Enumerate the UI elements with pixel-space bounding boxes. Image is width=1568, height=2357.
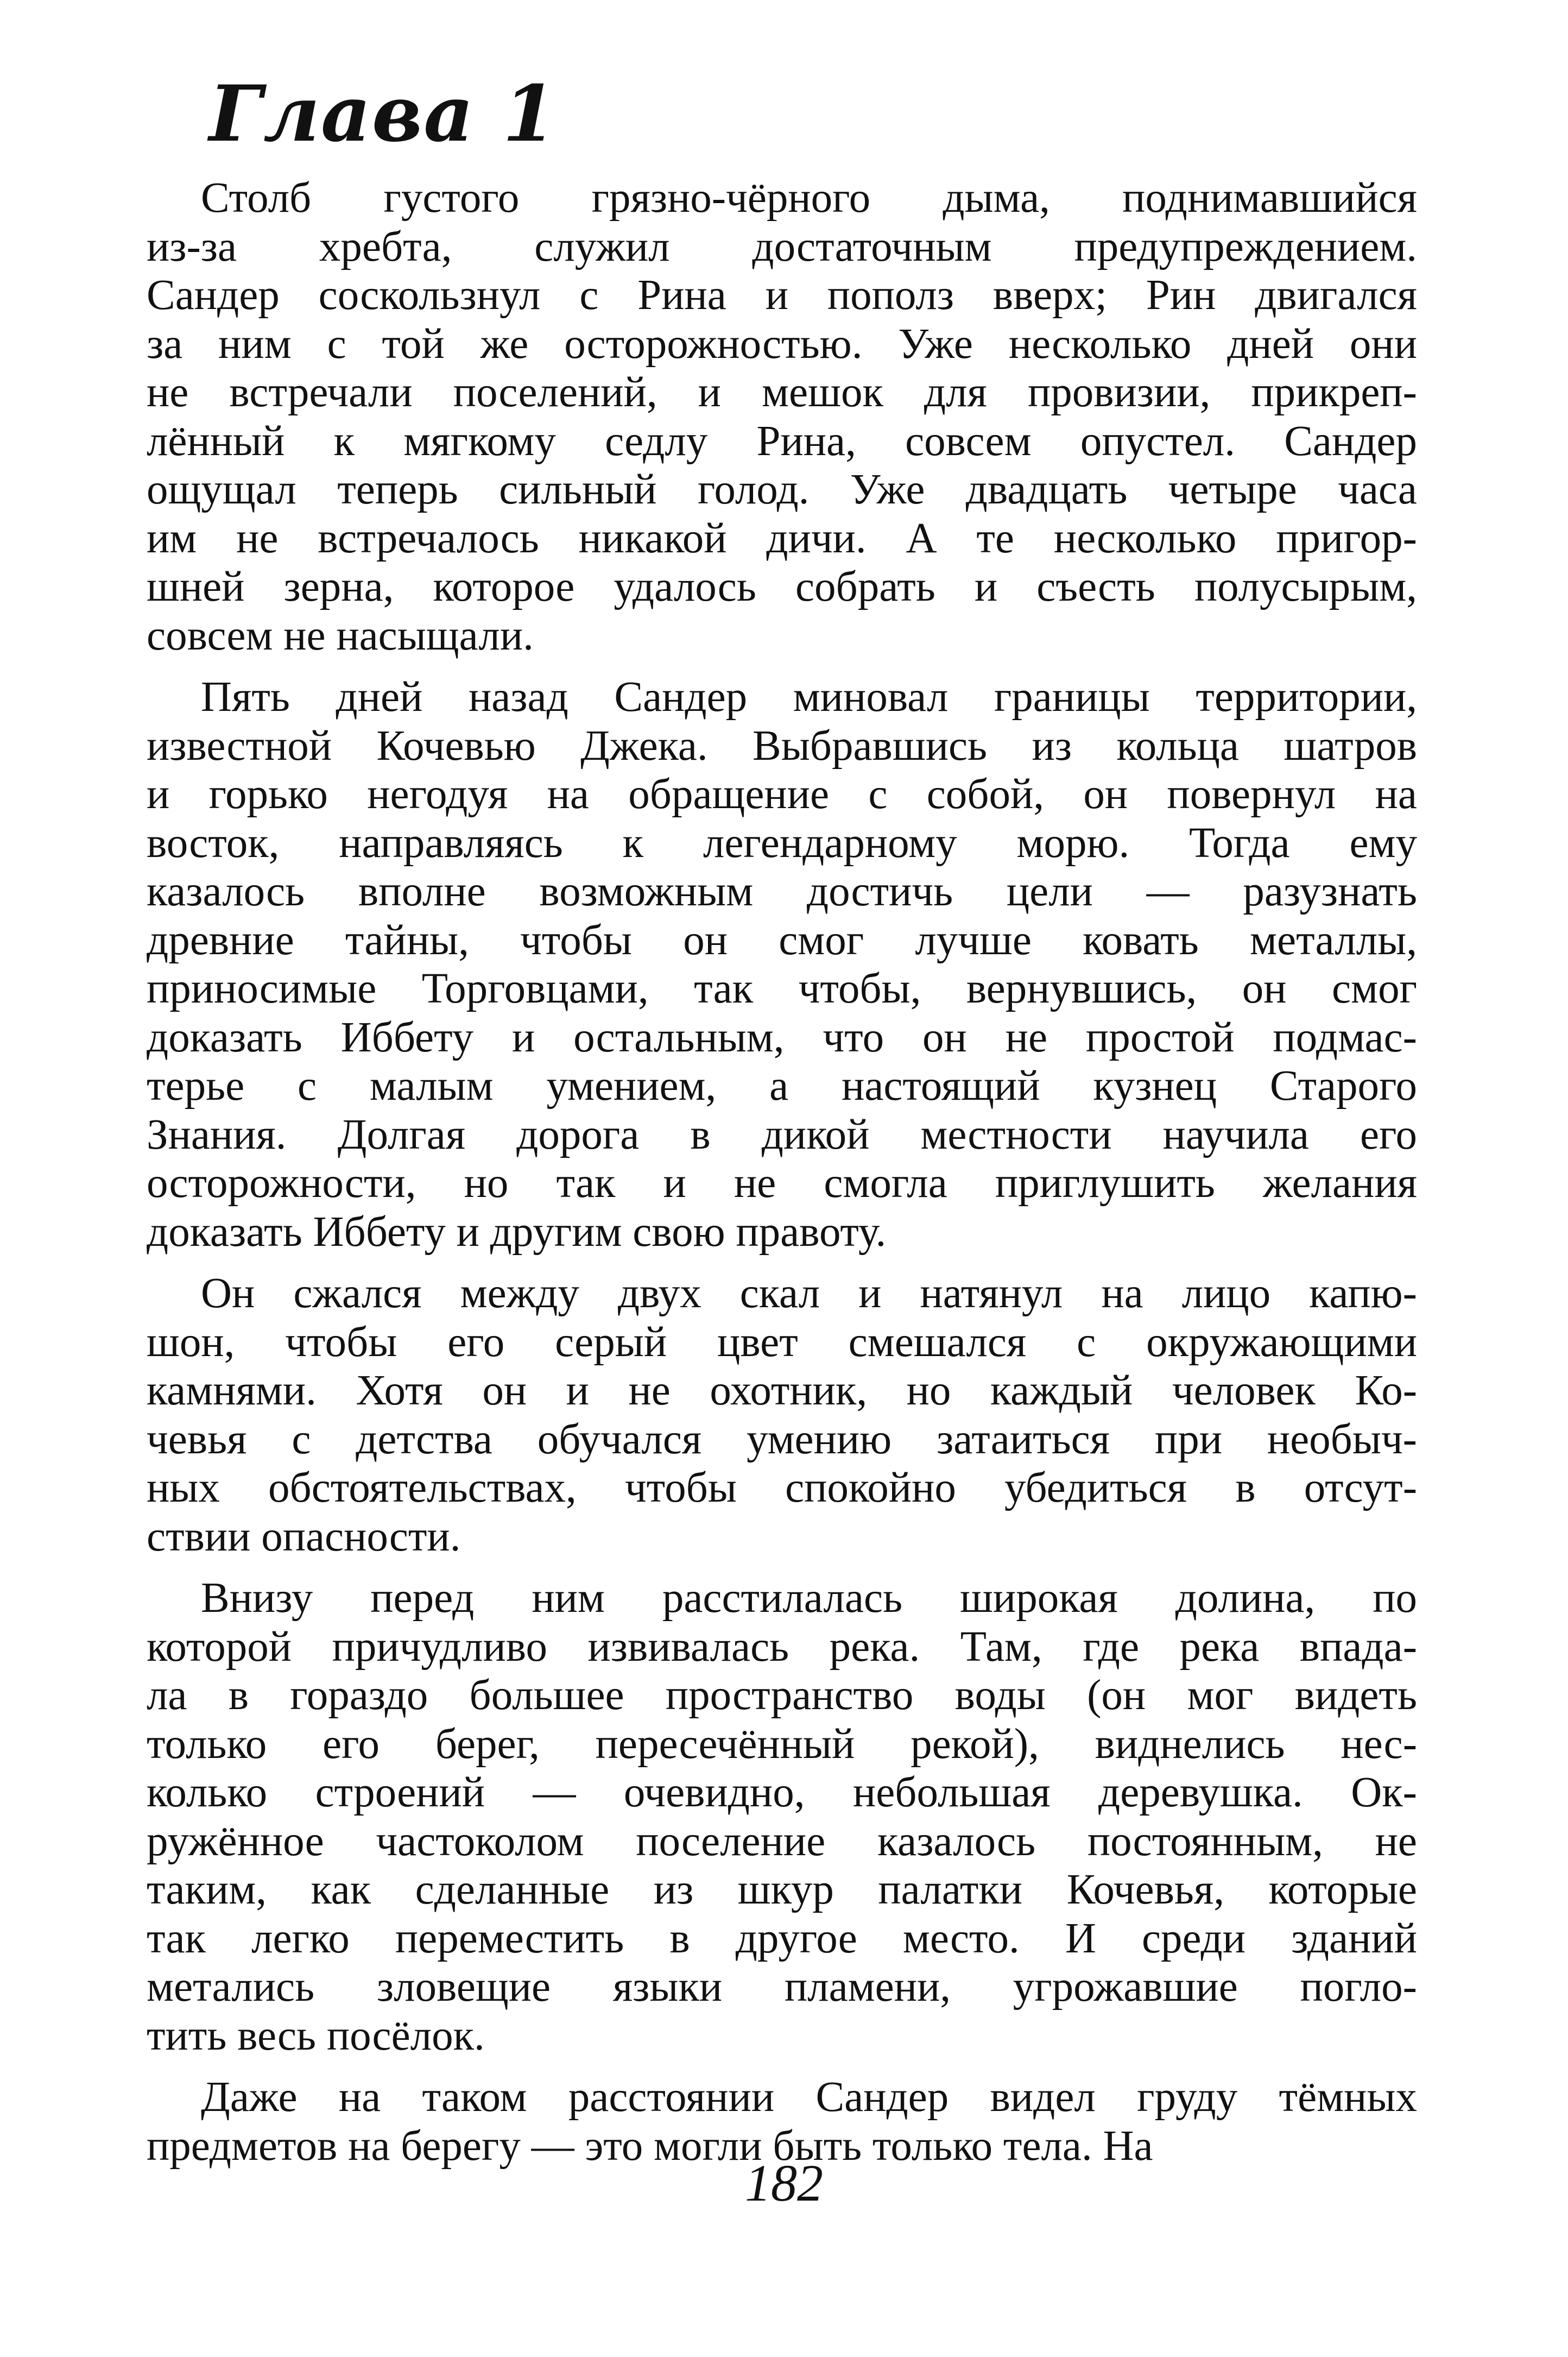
chapter-title: Глава 1 — [209, 69, 558, 159]
text-line: шон, чтобы его серый цвет смешался с окружающими — [147, 1318, 1417, 1366]
paragraph — [147, 174, 1417, 660]
text-line: из-за хребта, служил достаточным предупреждением. — [147, 223, 1417, 270]
text-line: которой причудливо извивалась река. Там, где река впада- — [147, 1623, 1417, 1671]
text-line: лённый к мягкому седлу Рина, совсем опустел. Сандер — [147, 417, 1417, 465]
text-line: ружённое частоколом поселение казалось постоянным, не — [147, 1817, 1417, 1865]
text-line: Знания. Долгая дорога в дикой местности научила его — [147, 1111, 1417, 1158]
text-line: ных обстоятельствах, чтобы спокойно убедиться в отсут- — [147, 1464, 1417, 1511]
text-line: восток, направляясь к легендарному морю. Тогда ему — [147, 819, 1417, 867]
text-line: не встречали поселений, и мешок для провизии, прикреп- — [147, 369, 1417, 416]
body-text — [147, 174, 1417, 2183]
text-line: Пять дней назад Сандер миновал границы территории, — [201, 673, 1417, 721]
paragraph — [147, 673, 1417, 1256]
text-line: за ним с той же осторожностью. Уже несколько дней они — [147, 320, 1417, 368]
paragraph — [147, 1574, 1417, 2060]
text-line: доказать Иббету и остальным, что он не простой подмас- — [147, 1013, 1417, 1061]
text-line: так легко переместить в другое место. И среди зданий — [147, 1914, 1417, 1962]
text-line: Столб густого грязно-чёрного дыма, поднимавшийся — [201, 174, 1417, 222]
text-line: и горько негодуя на обращение с собой, он повернул на — [147, 771, 1417, 818]
text-line: метались зловещие языки пламени, угрожавшие погло- — [147, 1963, 1417, 2011]
text-line: предметов на берегу — это могли быть только тела. На — [147, 2122, 1153, 2170]
text-line: Даже на таком расстоянии Сандер видел груду тёмных — [201, 2074, 1417, 2121]
text-line: известной Кочевью Джека. Выбравшись из кольца шатров — [147, 722, 1417, 770]
text-line: таким, как сделанные из шкур палатки Кочевья, которые — [147, 1866, 1417, 1913]
text-line: казалось вполне возможным достичь цели — разузнать — [147, 868, 1417, 915]
page-number: 182 — [745, 2154, 823, 2212]
text-line: им не встречалось никакой дичи. А те несколько пригор- — [147, 514, 1417, 562]
text-line: ла в гораздо большее пространство воды (он мог видеть — [147, 1672, 1417, 1719]
text-line: камнями. Хотя он и не охотник, но каждый человек Ко- — [147, 1367, 1417, 1414]
text-line: Сандер соскользнул с Рина и пополз вверх; Рин двигался — [147, 272, 1417, 319]
text-line: терье с малым умением, а настоящий кузнец Старого — [147, 1062, 1417, 1110]
text-line: шней зерна, которое удалось собрать и съесть полусырым, — [147, 563, 1417, 610]
text-line: совсем не насыщали. — [147, 612, 534, 659]
text-line: приносимые Торговцами, так чтобы, вернувшись, он смог — [147, 965, 1417, 1012]
text-line: чевья с детства обучался умению затаиться при необыч- — [147, 1415, 1417, 1463]
text-line: Он сжался между двух скал и натянул на лицо капю- — [201, 1270, 1417, 1317]
text-line: ощущал теперь сильный голод. Уже двадцать четыре часа — [147, 466, 1417, 513]
text-line: ствии опасности. — [147, 1512, 461, 1560]
text-line: древние тайны, чтобы он смог лучше ковать металлы, — [147, 916, 1417, 964]
text-line: осторожности, но так и не смогла приглушить желания — [147, 1159, 1417, 1207]
text-line: тить весь посёлок. — [147, 2012, 485, 2059]
text-line: Внизу перед ним расстилалась широкая долина, по — [201, 1574, 1417, 1622]
paragraph — [147, 1269, 1417, 1561]
text-line: доказать Иббету и другим свою правоту. — [147, 1208, 887, 1256]
text-line: только его берег, пересечённый рекой), виднелись нес- — [147, 1720, 1417, 1768]
text-line: колько строений — очевидно, небольшая деревушка. Ок- — [147, 1769, 1417, 1816]
